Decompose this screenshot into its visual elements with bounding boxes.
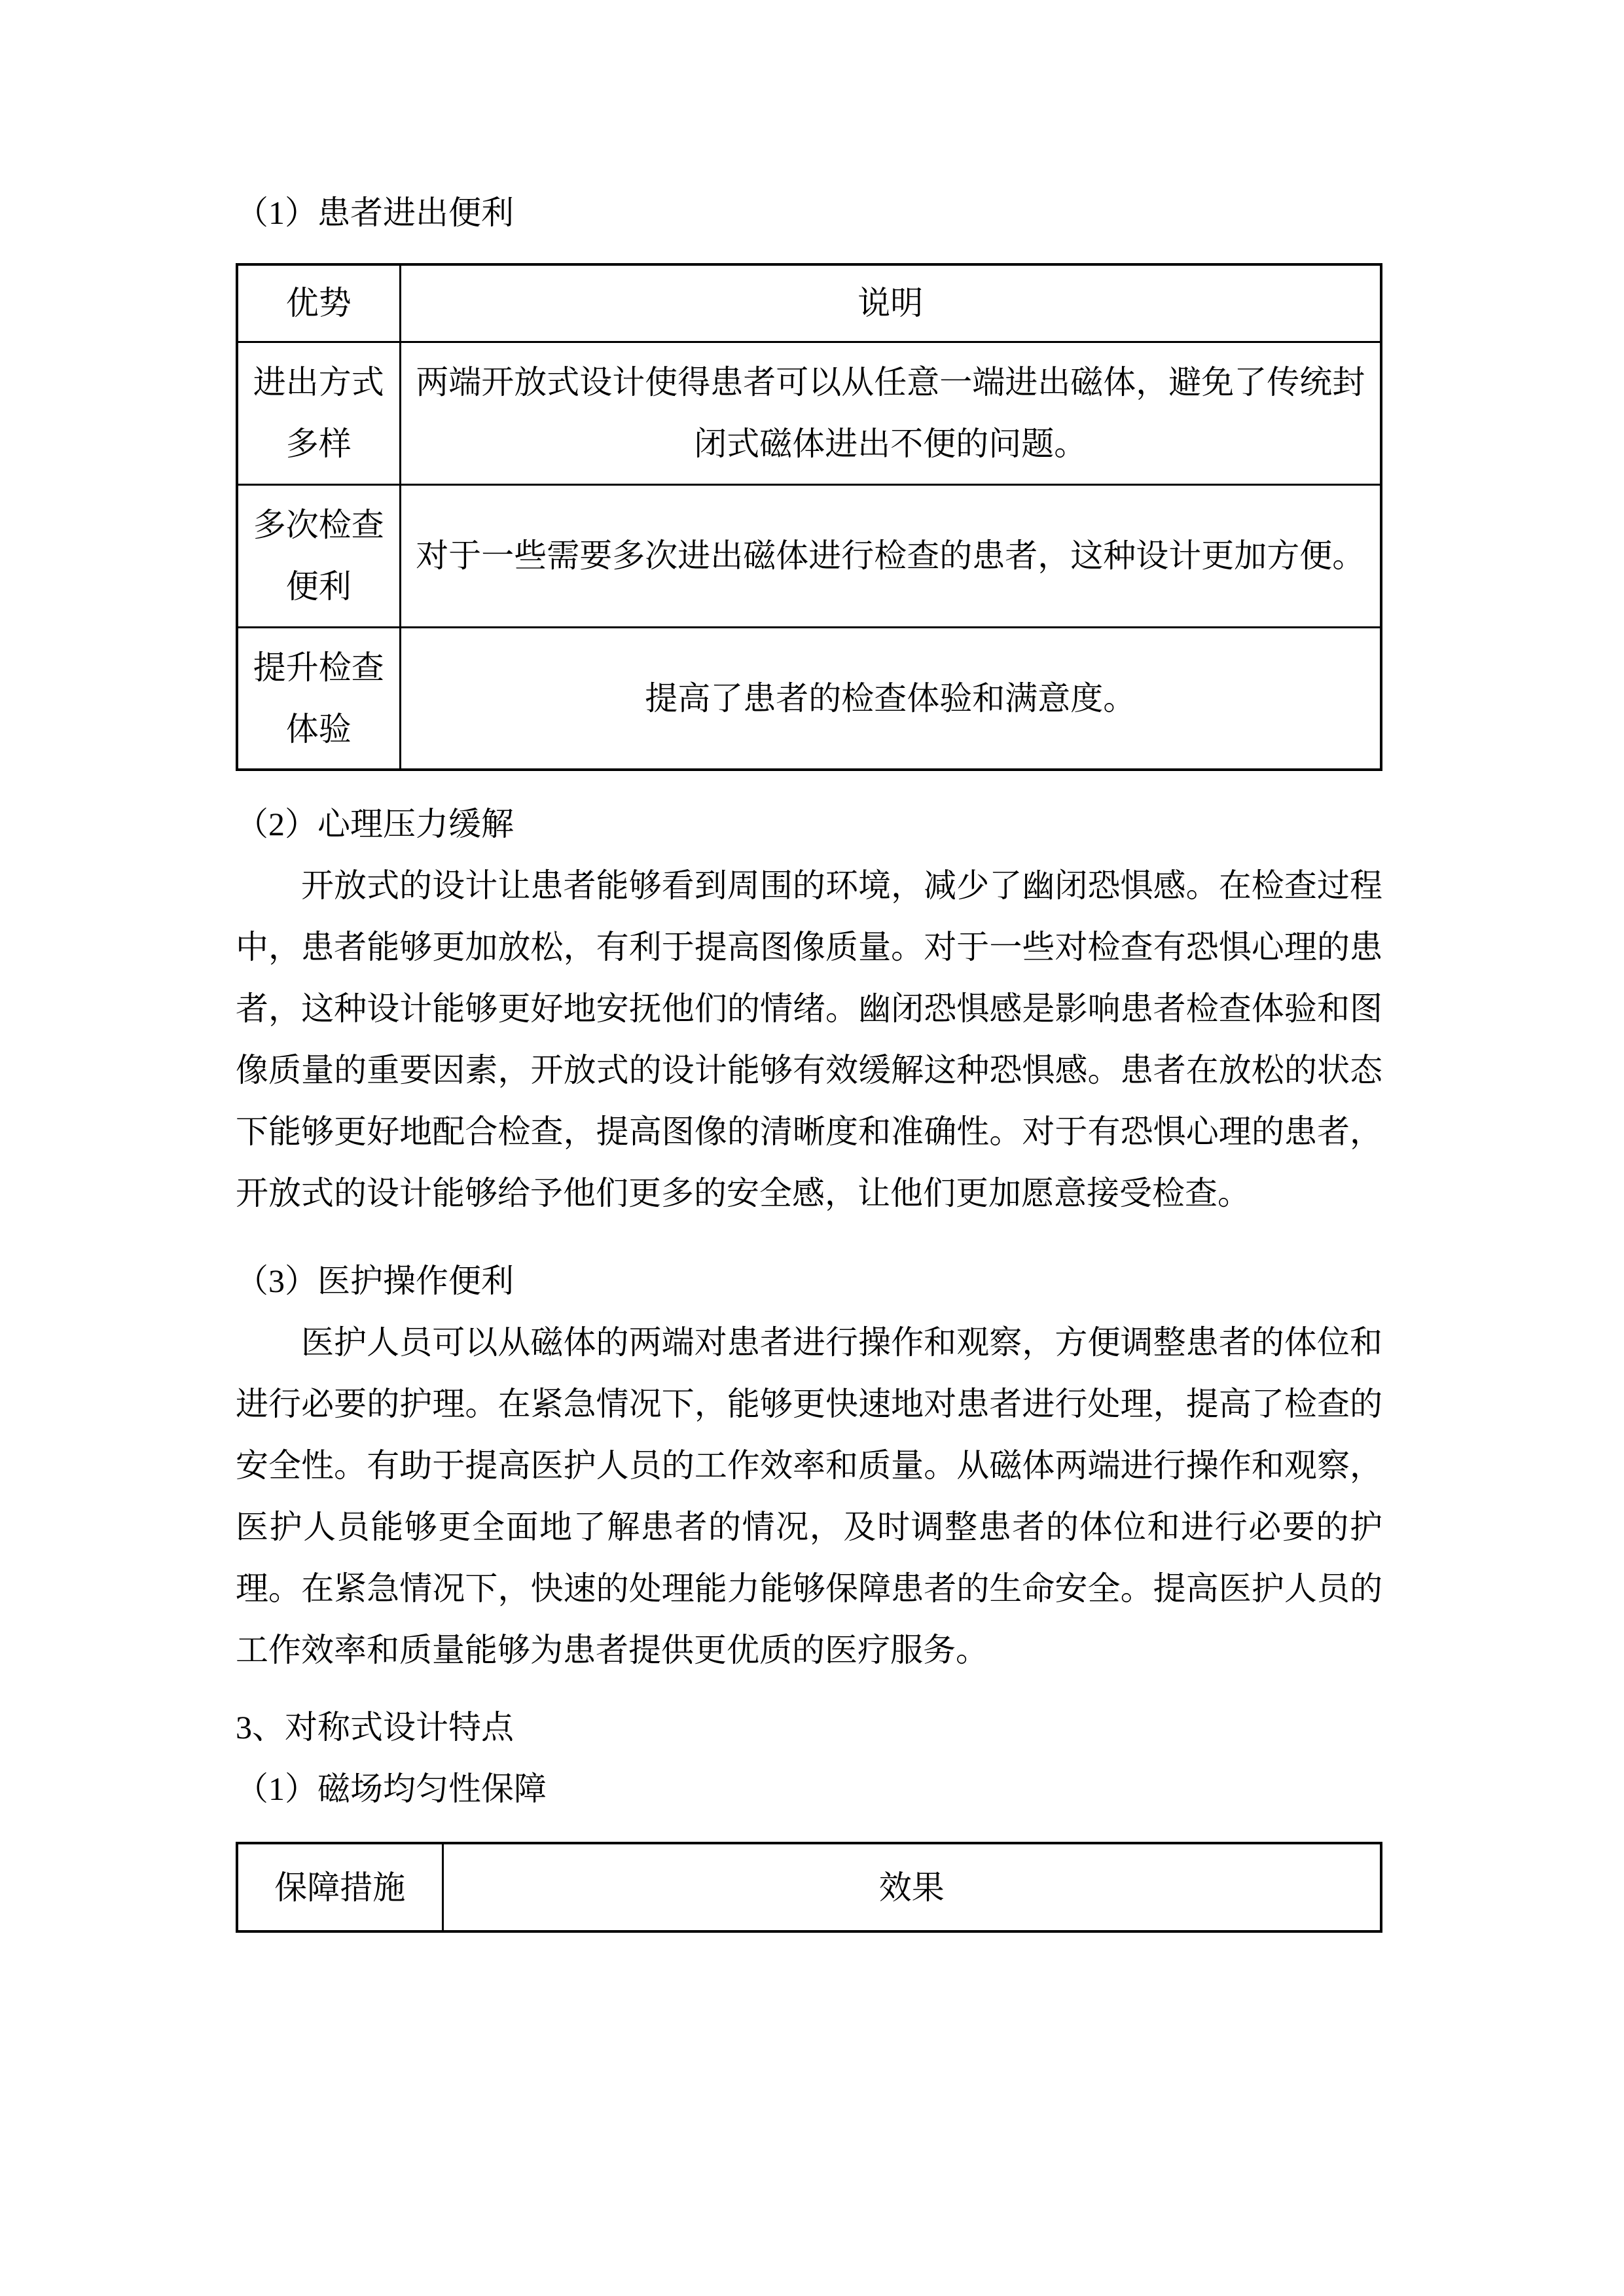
guarantee-table [236,1842,1382,1933]
table-row [237,627,1381,770]
paragraph-psychological-relief: 开放式的设计让患者能够看到周围的环境，减少了幽闭恐惧感。在检查过程中，患者能够更加放松，有利于提高图像质量。对于一些对检查有恐惧心理的患者，这种设计能够更好地安抚他们的情绪。幽闭恐惧感是影响患者检查体验和图像质量的重要因素，开放式的设计能够有效缓解这种恐惧感。患者在放松的状态下能够更好地配合检查，提高图像的清晰度和准确性。对于有恐惧心理的患者，开放式的设计能够给予他们更多的安全感，让他们更加愿意接受检查。 [236,867,1382,1211]
paragraph-medical-operation: 医护人员可以从磁体的两端对患者进行操作和观察，方便调整患者的体位和进行必要的护理。在紧急情况下，能够更快速地对患者进行处理，提高了检查的安全性。有助于提高医护人员的工作效率和质量。从磁体两端进行操作和观察，医护人员能够更全面地了解患者的情况，及时调整患者的体位和进行必要的护理。在紧急情况下，快速的处理能力能够保障患者的生命安全。提高医护人员的工作效率和质量能够为患者提供更优质的医疗服务。 [236,1324,1382,1668]
section-heading-patient-access: （1）患者进出便利 [236,194,514,231]
advantages-table-header-row [237,264,1381,342]
section-heading-field-uniformity: （1）磁场均匀性保障 [236,1770,547,1807]
table-row [237,342,1381,484]
guarantee-table-header-row [237,1843,1381,1931]
guarantee-header-cell-measure: 保障措施 [237,1843,442,1931]
advantage-label-cell: 提升检查体验 [237,627,400,770]
section-heading-psychological-relief: （2）心理压力缓解 [236,806,514,842]
guarantee-header-cell-effect: 效果 [442,1843,1381,1931]
advantage-label-cell: 多次检查便利 [237,484,400,627]
advantages-header-cell-description: 说明 [400,264,1381,342]
advantage-desc-cell: 对于一些需要多次进出磁体进行检查的患者，这种设计更加方便。 [400,484,1381,627]
advantages-table [236,263,1382,771]
advantage-desc-cell: 两端开放式设计使得患者可以从任意一端进出磁体，避免了传统封闭式磁体进出不便的问题。 [400,342,1381,484]
table-row [237,484,1381,627]
section-heading-medical-operation: （3）医护操作便利 [236,1263,514,1299]
advantage-label-cell: 进出方式多样 [237,342,400,484]
advantage-desc-cell: 提高了患者的检查体验和满意度。 [400,627,1381,770]
section-heading-symmetric-design: 3、对称式设计特点 [236,1709,514,1746]
advantages-header-cell-advantage: 优势 [237,264,400,342]
